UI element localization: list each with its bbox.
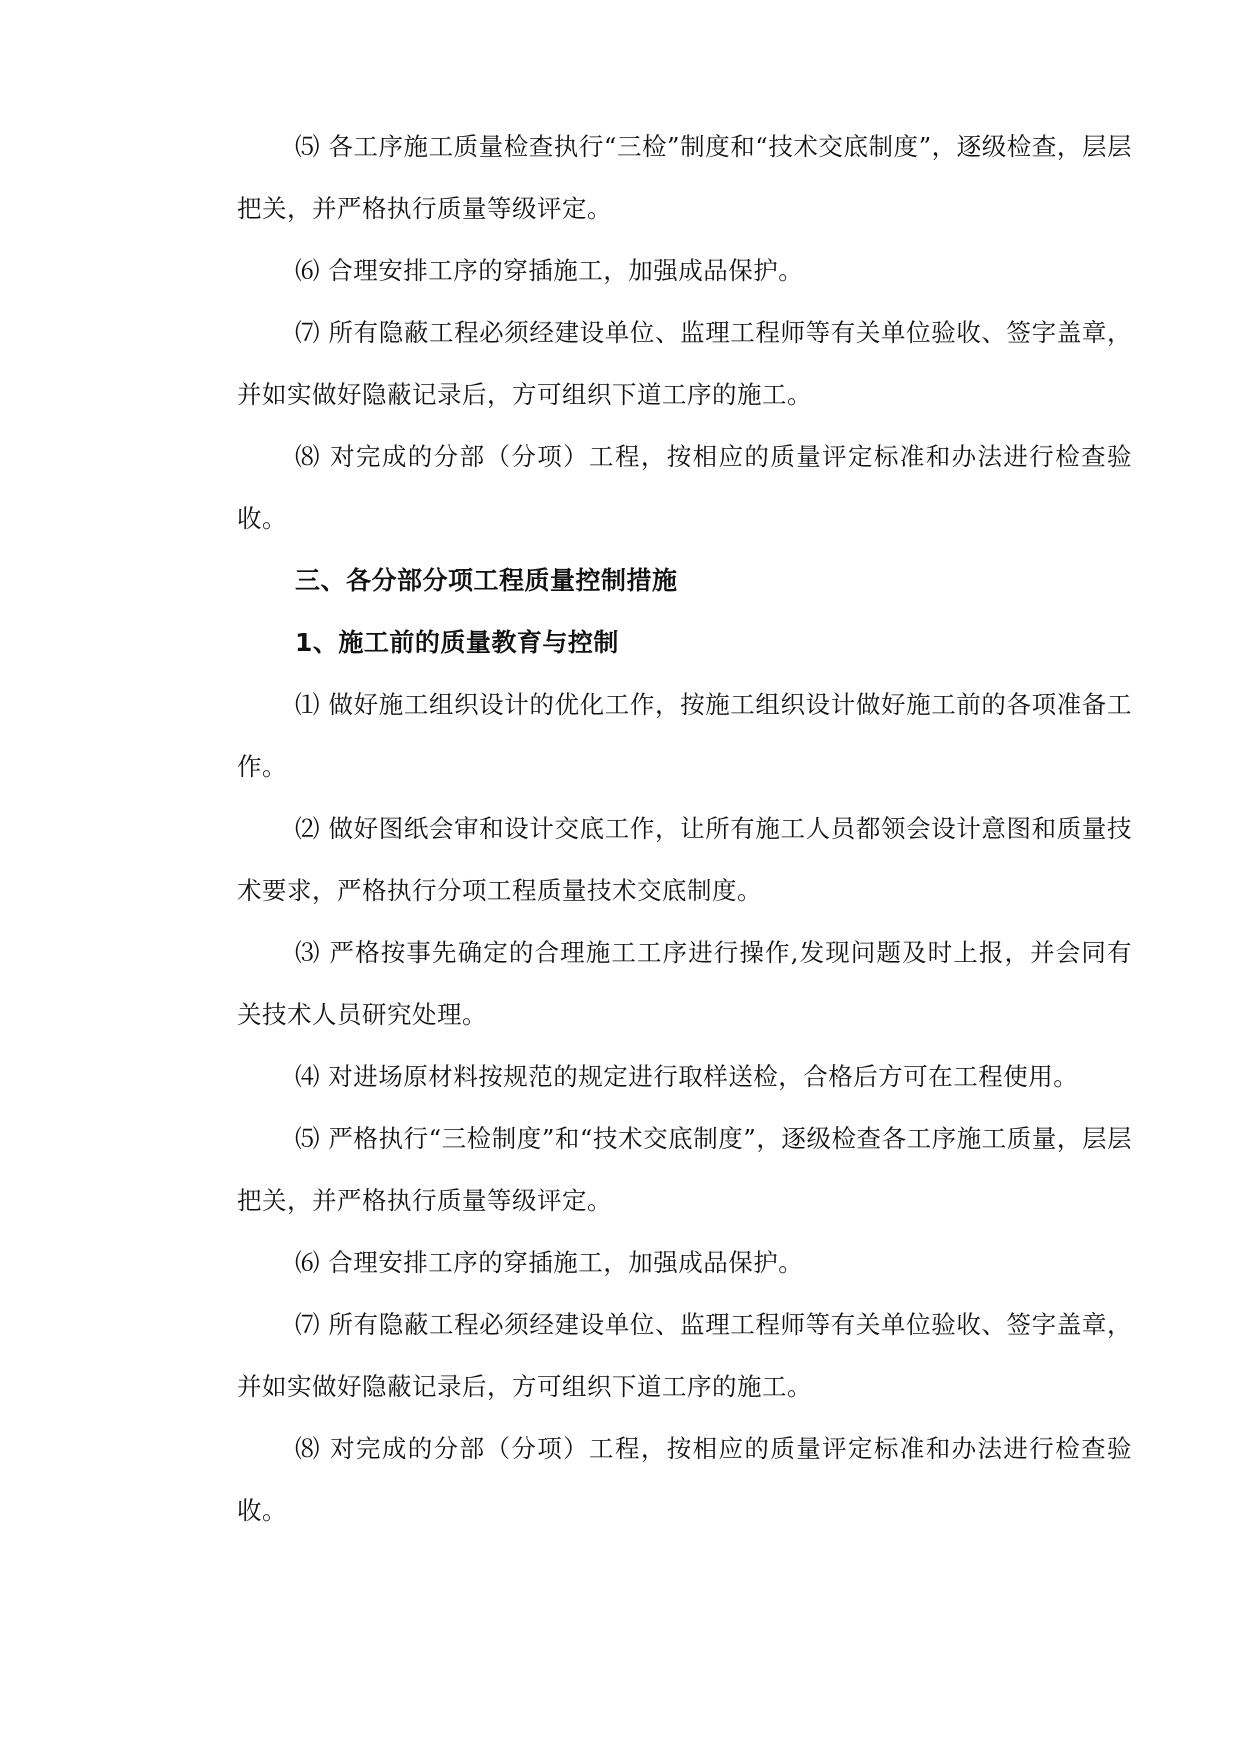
document-body [237, 116, 1132, 1542]
paragraph-item-8b: ⑻ 对完成的分部（分项）工程，按相应的质量评定标准和办法进行检查验收。 [237, 1434, 1132, 1525]
section-heading: 三、各分部分项工程质量控制措施 [295, 566, 678, 595]
paragraph-item-6b: ⑹ 合理安排工序的穿插施工，加强成品保护。 [295, 1248, 804, 1277]
paragraph-item-1: ⑴ 做好施工组织设计的优化工作，按施工组织设计做好施工前的各项准备工作。 [237, 690, 1132, 781]
paragraph-item-4: ⑷ 对进场原材料按规范的规定进行取样送检，合格后方可在工程使用。 [295, 1062, 1079, 1091]
paragraph-item-5: ⑸ 各工序施工质量检查执行“三检”制度和“技术交底制度”，逐级检查，层层把关，并严格执行质量等级评定。 [237, 132, 1132, 223]
paragraph-item-7: ⑺ 所有隐蔽工程必须经建设单位、监理工程师等有关单位验收、签字盖章，并如实做好隐蔽记录后，方可组织下道工序的施工。 [237, 318, 1132, 409]
paragraph-item-3: ⑶ 严格按事先确定的合理施工工序进行操作,发现问题及时上报，并会同有关技术人员研究处理。 [237, 938, 1132, 1029]
paragraph-item-5b: ⑸ 严格执行“三检制度”和“技术交底制度”，逐级检查各工序施工质量，层层把关，并严格执行质量等级评定。 [237, 1124, 1132, 1215]
paragraph-item-2: ⑵ 做好图纸会审和设计交底工作，让所有施工人员都领会设计意图和质量技术要求，严格执行分项工程质量技术交底制度。 [237, 814, 1132, 905]
paragraph-item-7b: ⑺ 所有隐蔽工程必须经建设单位、监理工程师等有关单位验收、签字盖章，并如实做好隐蔽记录后，方可组织下道工序的施工。 [237, 1310, 1132, 1401]
subsection-heading: 1、施工前的质量教育与控制 [295, 628, 619, 657]
paragraph-item-8: ⑻ 对完成的分部（分项）工程，按相应的质量评定标准和办法进行检查验收。 [237, 442, 1132, 533]
paragraph-item-6: ⑹ 合理安排工序的穿插施工，加强成品保护。 [295, 256, 804, 285]
